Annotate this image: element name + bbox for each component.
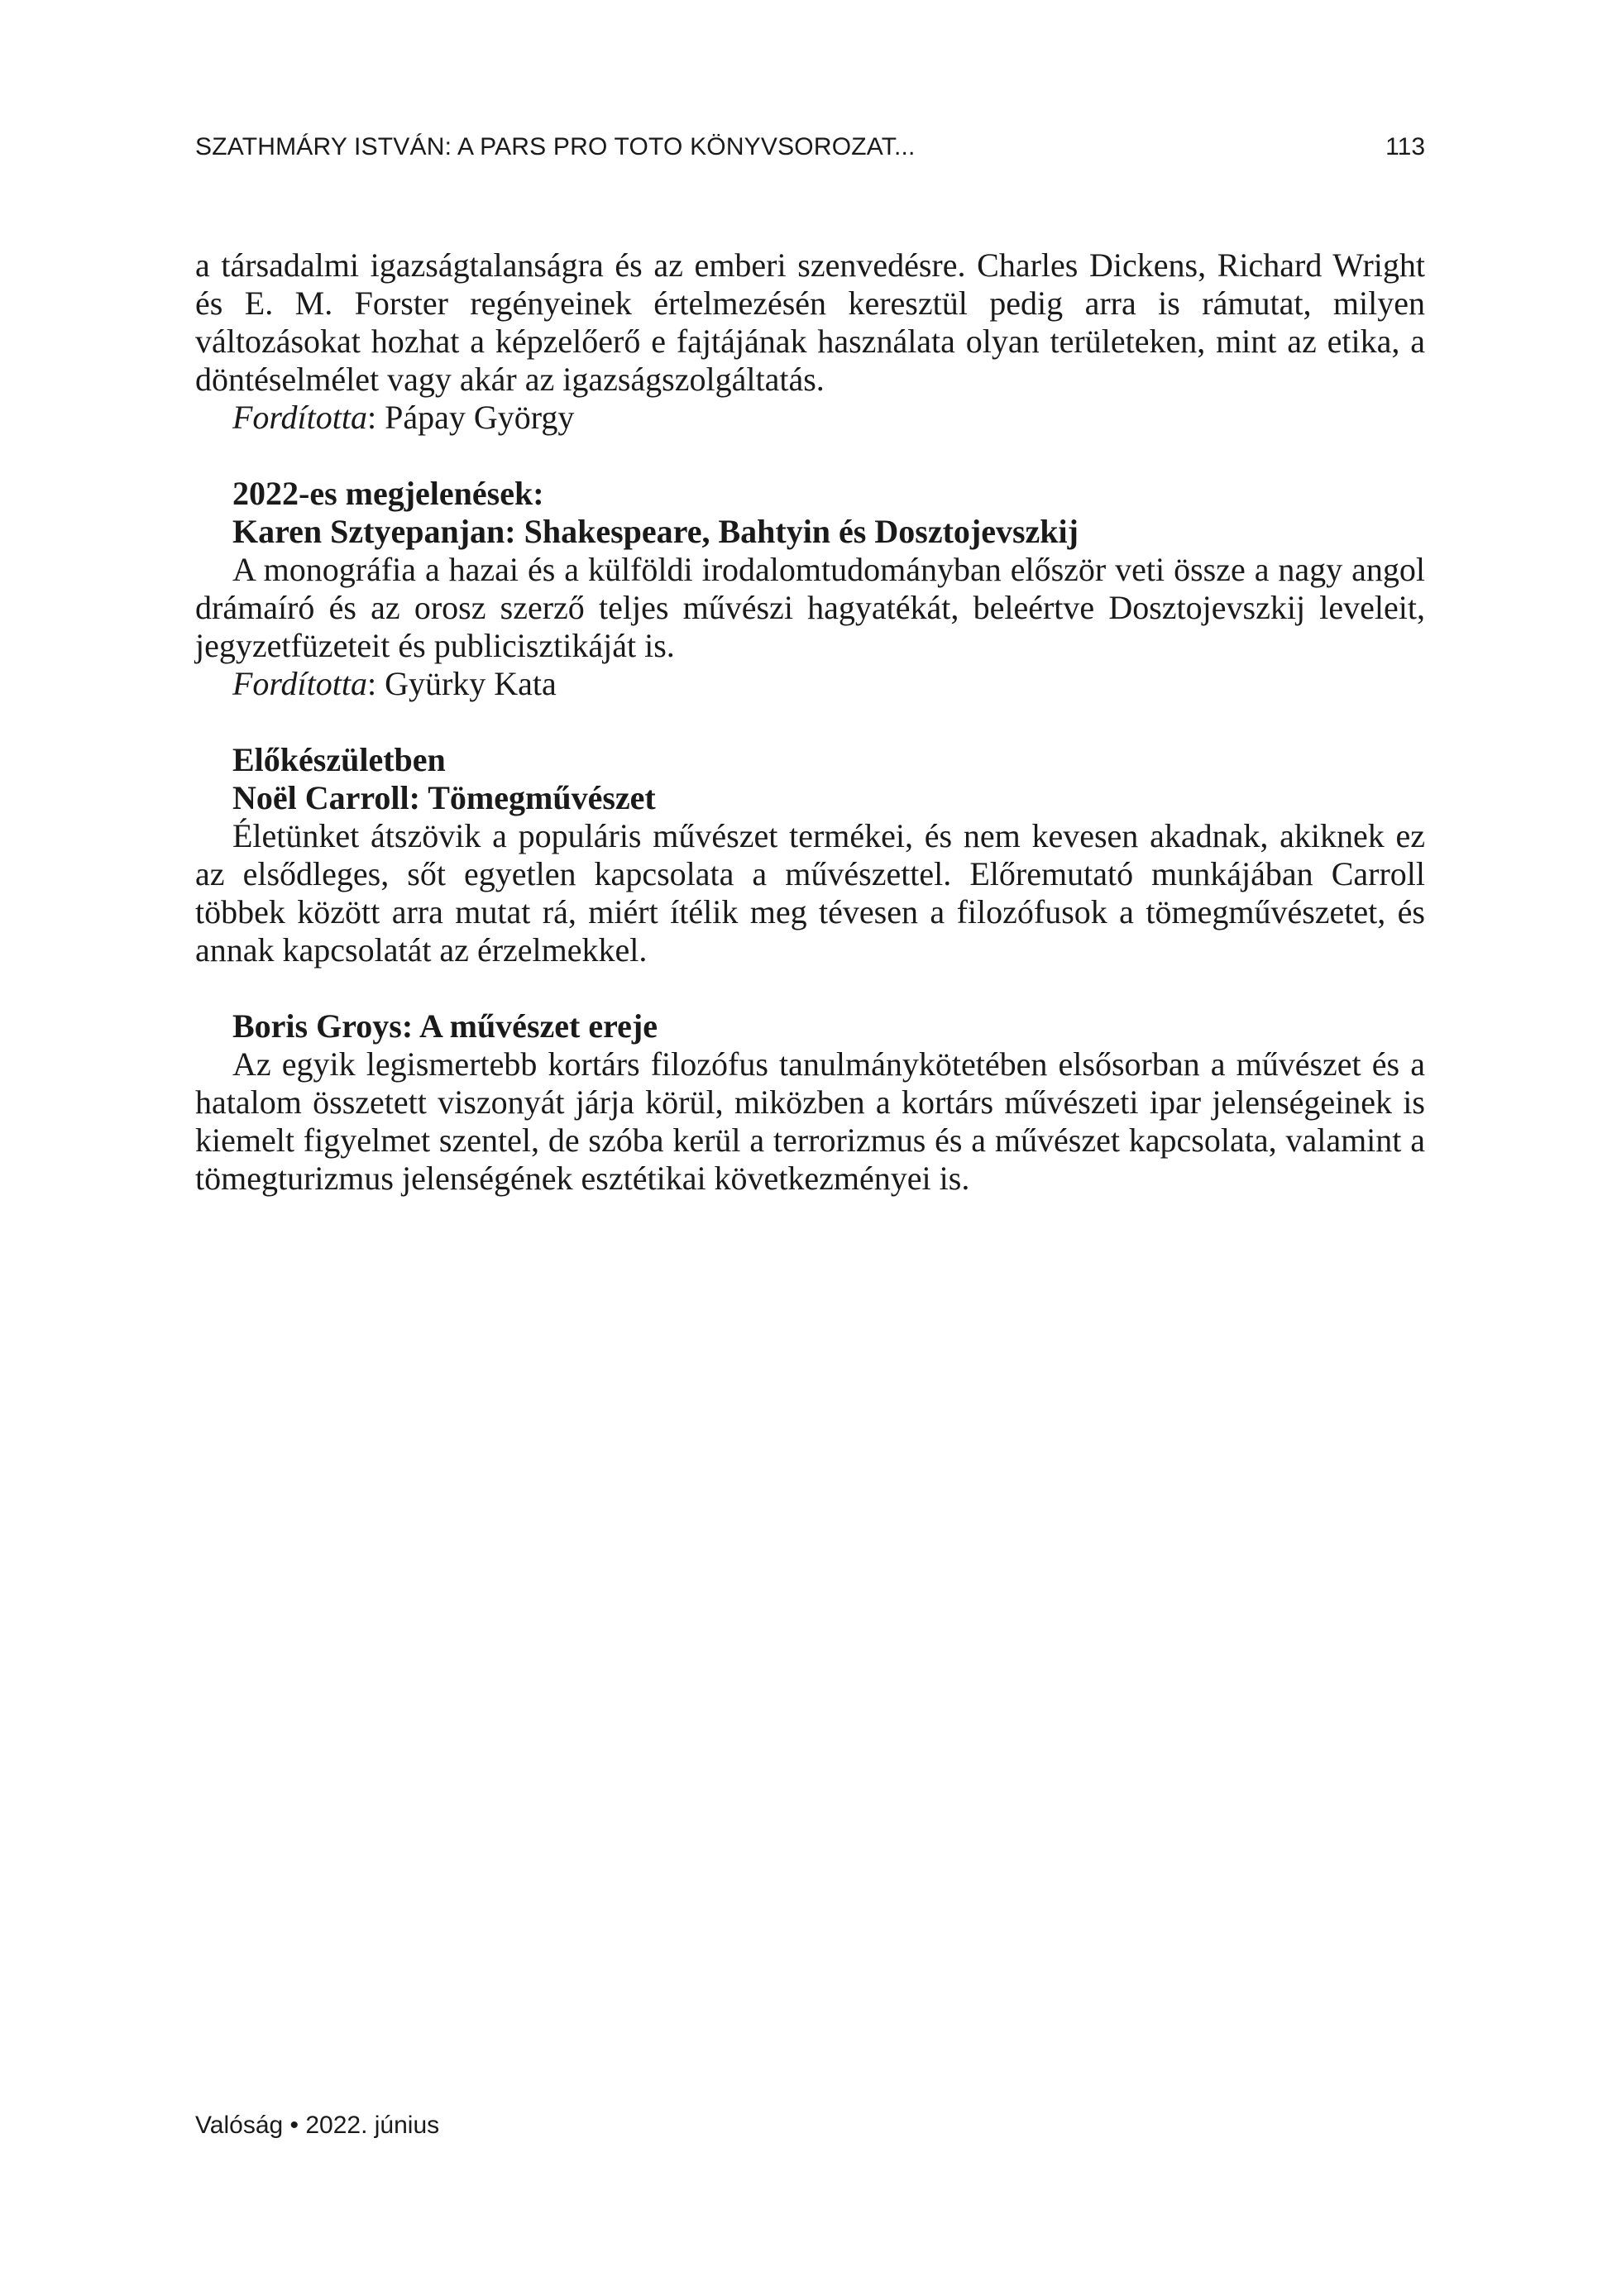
translator-label: Fordította: [232, 665, 367, 702]
book-title: Karen Sztyepanjan: Shakespeare, Bahtyin és Dosztojevszkij: [232, 513, 1079, 550]
running-header: [195, 131, 1425, 164]
running-title: SZATHMÁRY ISTVÁN: A PARS PRO TOTO KÖNYVSOROZAT...: [195, 133, 916, 160]
running-footer: Valóság • 2022. június: [195, 2112, 440, 2139]
translator-name: : Pápay György: [366, 399, 575, 436]
book-description: Életünket átszövik a populáris művészet termékei, és nem kevesen akadnak, akiknek ez az elsődleges, sőt egyetlen kapcsolata a művészettel. Előremutató munkájában Carroll többek között arra mutat rá, miért ítélik meg tévesen a filozófusok a tömegművészetet, és annak kapcsolatát az érzelmekkel.: [195, 817, 1425, 969]
spacer: [195, 969, 1425, 1007]
translator-label: Fordította: [232, 399, 367, 436]
page-body: [195, 246, 1425, 1198]
book-description: A monográfia a hazai és a külföldi irodalomtudományban először veti össze a nagy angol drámaíró és az orosz szerző teljes művészi hagyatékát, beleértve Dosztojevszkij leveleit, jegyzetfüzeteit és publicisztikáját is.: [195, 551, 1425, 664]
spacer: [195, 703, 1425, 741]
book-title: Noël Carroll: Tömegművészet: [232, 779, 656, 816]
spacer: [195, 437, 1425, 475]
continued-paragraph: a társadalmi igazságtalanságra és az emberi szenvedésre. Charles Dickens, Richard Wright és E. M. Forster regényeinek értelmezésén keresztül pedig arra is rámutat, milyen változásokat hozhat a képzelőerő e fajtájának használata olyan területeken, mint az etika, a döntéselmélet vagy akár az igazságszolgáltatás.: [195, 246, 1425, 398]
translator-credit: [195, 665, 1425, 703]
translator-name: : Gyürky Kata: [366, 665, 557, 702]
book-description: Az egyik legismertebb kortárs filozófus tanulmánykötetében elsősorban a művészet és a hatalom összetett viszonyát járja körül, miközben a kortárs művészeti ipar jelenségeinek is kiemelt figyelmet szentel, de szóba kerül a terrorizmus és a művészet kapcsolata, valamint a tömegturizmus jelenségének esztétikai következményei is.: [195, 1045, 1425, 1197]
translator-credit: [195, 399, 1425, 437]
section-heading-2022: 2022-es megjelenések:: [232, 475, 544, 512]
book-title: Boris Groys: A művészet ereje: [232, 1007, 658, 1045]
page-number: 113: [1385, 133, 1425, 160]
section-heading-upcoming: Előkészületben: [232, 741, 446, 778]
